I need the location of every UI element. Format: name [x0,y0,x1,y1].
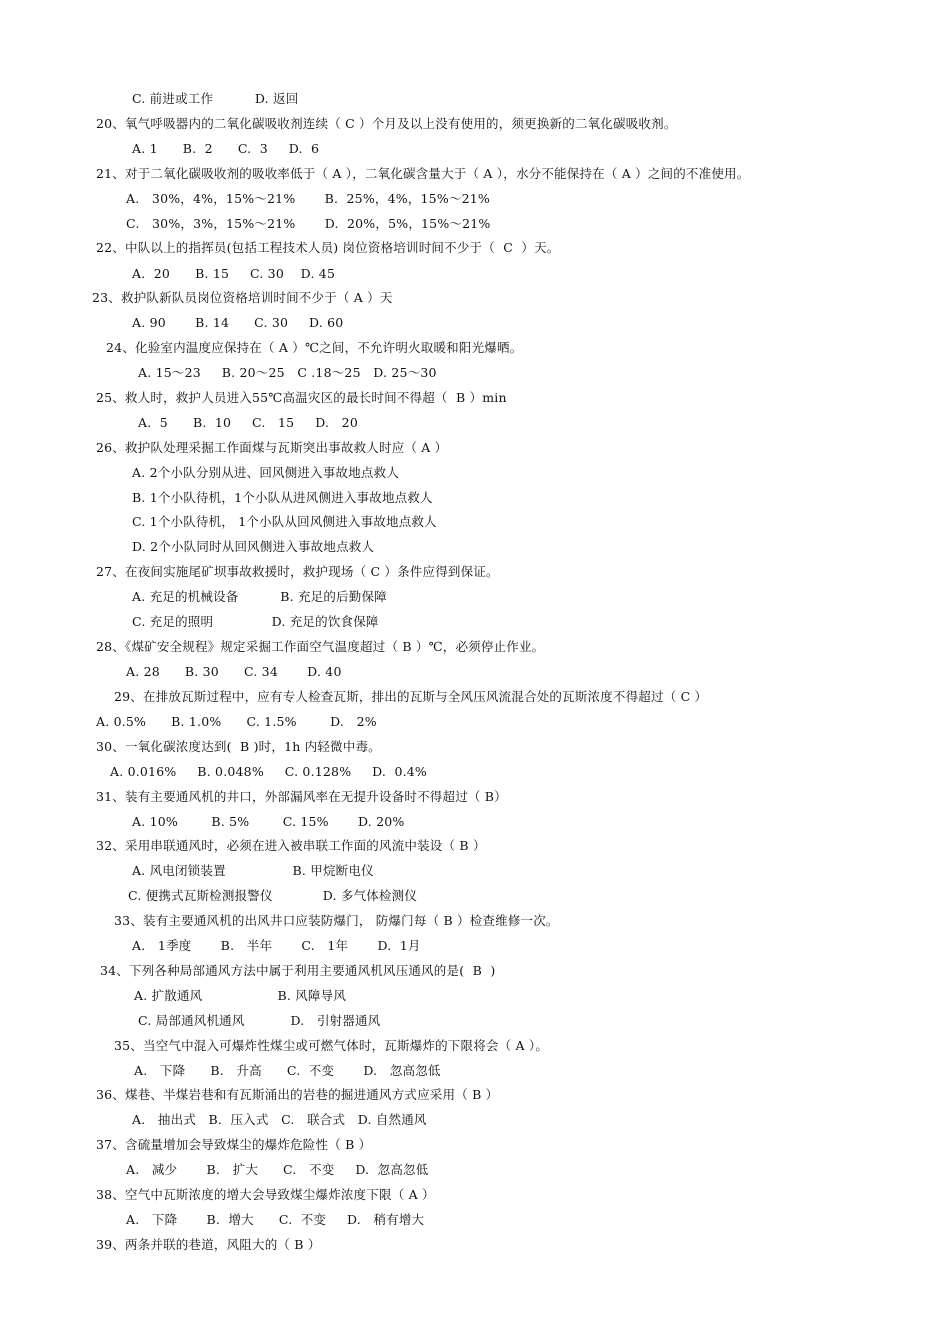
text-line: A. 1季度 B. 半年 C. 1年 D. 1月 [132,938,421,953]
text-line: A. 扩散通风 B. 风障导风 [134,988,347,1003]
text-line: A. 2个小队分别从进、回风侧进入事故地点救人 [132,465,400,480]
text-line: A. 0.5% B. 1.0% C. 1.5% D. 2% [96,714,377,729]
text-line: A. 下降 B. 升高 C. 不变 D. 忽高忽低 [134,1063,441,1078]
text-line: A. 下降 B. 增大 C. 不变 D. 稍有增大 [126,1212,425,1227]
text-line: 33、装有主要通风机的出风井口应装防爆门， 防爆门每（ B ）检查维修一次。 [114,913,559,928]
text-line: 21、对于二氧化碳吸收剂的吸收率低于（ A ），二氧化碳含量大于（ A ），水分不能保持在（ A ）之间的不准使用。 [96,166,750,181]
text-line: C. 充足的照明 D. 充足的饮食保障 [132,614,379,629]
text-line: C. 局部通风机通风 D. 引射器通风 [138,1013,381,1028]
text-line: 29、在排放瓦斯过程中，应有专人检查瓦斯，排出的瓦斯与全风压风流混合处的瓦斯浓度不得超过（ C ） [114,689,708,704]
text-line: A. 28 B. 30 C. 34 D. 40 [126,664,342,679]
text-line: A. 风电闭锁装置 B. 甲烷断电仪 [132,863,374,878]
text-line: 26、救护队处理采掘工作面煤与瓦斯突出事故救人时应（ A ） [96,440,448,455]
text-line: 20、氧气呼吸器内的二氧化碳吸收剂连续（ C ）个月及以上没有使用的，须更换新的二氧化碳吸收剂。 [96,116,677,131]
text-line: 32、采用串联通风时，必须在进入被串联工作面的风流中装设（ B ） [96,838,486,853]
text-line: 36、煤巷、半煤岩巷和有瓦斯涌出的岩巷的掘进通风方式应采用（ B ） [96,1087,499,1102]
text-line: A. 5 B. 10 C. 15 D. 20 [138,415,358,430]
text-line: 22、中队以上的指挥员(包括工程技术人员) 岗位资格培训时间不少于（ C ）天。 [96,240,560,255]
text-line: 24、化验室内温度应保持在（ A ）℃之间，不允许明火取暖和阳光爆晒。 [106,340,523,355]
text-line: 39、两条并联的巷道，风阻大的（ B ） [96,1237,321,1252]
text-line: 25、救人时，救护人员进入55℃高温灾区的最长时间不得超（ B ）min [96,390,507,405]
text-line: D. 2个小队同时从回风侧进入事故地点救人 [132,539,375,554]
text-line: C. 前进或工作 D. 返回 [132,91,299,106]
text-line: A. 减少 B. 扩大 C. 不变 D. 忽高忽低 [126,1162,429,1177]
text-line: C. 便携式瓦斯检测报警仪 D. 多气体检测仪 [128,888,418,903]
text-line: 27、在夜间实施尾矿坝事故救援时，救护现场（ C ）条件应得到保证。 [96,564,499,579]
text-line: 28、《煤矿安全规程》规定采掘工作面空气温度超过（ B ）℃，必须停止作业。 [96,639,545,654]
text-line: A. 20 B. 15 C. 30 D. 45 [132,266,336,281]
text-line: A. 充足的机械设备 B. 充足的后勤保障 [132,589,387,604]
text-line: 37、含硫量增加会导致煤尘的爆炸危险性（ B ） [96,1137,372,1152]
text-line: A. 30%，4%，15%～21% B. 25%，4%，15%～21% [126,191,491,206]
text-line: A. 0.016% B. 0.048% C. 0.128% D. 0.4% [110,764,428,779]
text-line: C. 1个小队待机， 1个小队从回风侧进入事故地点救人 [132,514,437,529]
text-line: B. 1个小队待机，1个小队从进风侧进入事故地点救人 [132,490,433,505]
text-line: A. 10% B. 5% C. 15% D. 20% [132,814,405,829]
text-line: A. 15～23 B. 20～25 C .18～25 D. 25～30 [138,365,437,380]
text-line: 23、救护队新队员岗位资格培训时间不少于（ A ）天 [92,290,393,305]
text-line: 30、一氧化碳浓度达到( B )时，1h 内轻微中毒。 [96,739,381,754]
text-line: 34、下列各种局部通风方法中属于利用主要通风机风压通风的是( B ) [100,963,496,978]
text-line: 31、装有主要通风机的井口，外部漏风率在无提升设备时不得超过（ B） [96,789,507,804]
text-line: A. 抽出式 B. 压入式 C. 联合式 D. 自然通风 [132,1112,427,1127]
text-line: 38、空气中瓦斯浓度的增大会导致煤尘爆炸浓度下限（ A ） [96,1187,435,1202]
text-line: C. 30%，3%，15%～21% D. 20%，5%，15%～21% [126,216,491,231]
text-line: A. 1 B. 2 C. 3 D. 6 [132,141,320,156]
text-line: 35、当空气中混入可爆炸性煤尘或可燃气体时，瓦斯爆炸的下限将会（ A ）。 [114,1038,549,1053]
text-line: A. 90 B. 14 C. 30 D. 60 [132,315,344,330]
